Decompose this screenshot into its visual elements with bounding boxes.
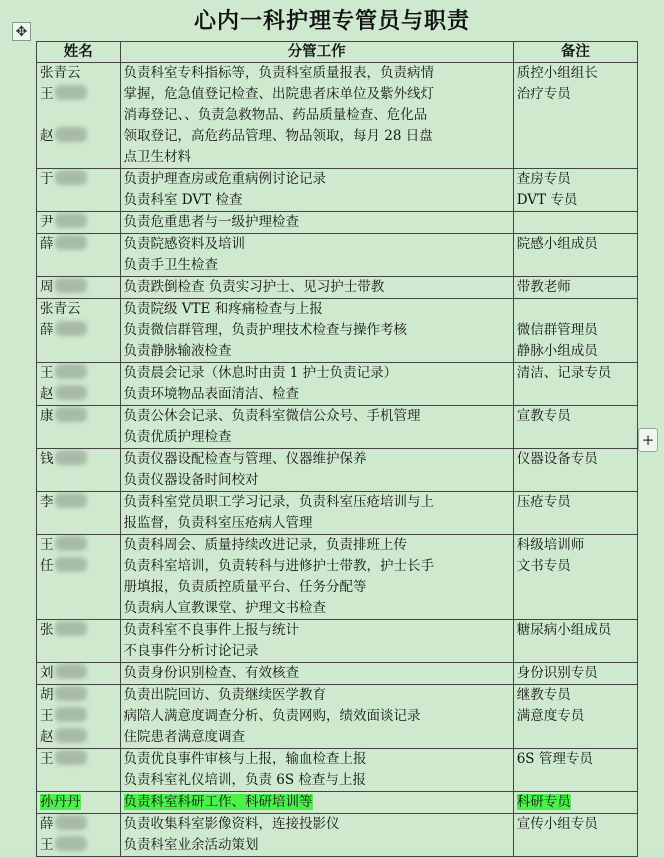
staff-name: 于 (40, 169, 117, 190)
duty-line: 负责晨会记录（休息时由责 1 护士负责记录） (123, 365, 398, 381)
cell-duties[interactable] (120, 234, 513, 277)
duty-line: 负责微信群管理，负责护理技术检查与操作考核 (123, 322, 408, 338)
duty-line: 负责科室礼仪培训，负责 6S 检查与上报 (123, 772, 366, 788)
staff-name: 王 (40, 706, 117, 727)
note-line: 清洁、记录专员 (516, 365, 612, 381)
note-line: 仪器设备专员 (516, 451, 598, 467)
cell-note[interactable] (513, 792, 637, 814)
cell-name[interactable] (37, 814, 121, 857)
duty-line: 负责科室不良事件上报与统计 (123, 622, 300, 638)
note-line: 科研专员 (516, 794, 571, 810)
duty-line: 负责病人宣教课堂、护理文书检查 (123, 600, 327, 616)
note-line: 查房专员 (516, 171, 571, 187)
duty-line: 点卫生材料 (123, 149, 192, 165)
duty-line: 不良事件分析讨论记录 (123, 643, 259, 659)
table-row (37, 685, 638, 749)
cell-duties[interactable] (120, 492, 513, 535)
redacted-name-blur (55, 213, 87, 228)
duty-line: 病陪人满意度调查分析、负责网购，绩效面谈记录 (123, 708, 421, 724)
table-row (37, 663, 638, 685)
cell-duties[interactable] (120, 363, 513, 406)
note-line: 压疮专员 (516, 494, 571, 510)
note-line: DVT 专员 (516, 192, 578, 208)
staff-name: 薛 (40, 320, 117, 341)
cell-name[interactable] (37, 212, 121, 234)
cell-duties[interactable] (120, 299, 513, 363)
duty-line: 掌握，危急值登记检查、出院患者床单位及紫外线灯 (123, 86, 435, 102)
table-row (37, 535, 638, 620)
redacted-name-blur (55, 170, 87, 185)
note-line: 微信群管理员 (516, 322, 598, 338)
redacted-name-blur (55, 621, 87, 636)
table-row (37, 212, 638, 234)
header-work: 分管工作 (120, 42, 513, 63)
note-line: 糖尿病小组成员 (516, 622, 612, 638)
redacted-name-blur (55, 321, 87, 336)
cell-name[interactable] (37, 234, 121, 277)
table-header-row (37, 42, 638, 63)
cell-note[interactable] (513, 406, 637, 449)
staff-name: 胡 (40, 685, 117, 706)
cell-note[interactable] (513, 620, 637, 663)
staff-name: 王 (40, 835, 117, 856)
staff-name: 刘 (40, 663, 117, 684)
cell-name[interactable] (37, 620, 121, 663)
staff-name: 赵 (40, 126, 117, 147)
duty-line: 负责静脉输液检查 (123, 343, 232, 359)
table-move-handle-icon[interactable]: ✥ (12, 22, 31, 41)
cell-note[interactable] (513, 449, 637, 492)
redacted-name-blur (55, 493, 87, 508)
cell-note[interactable] (513, 63, 637, 169)
staff-name: 钱 (40, 449, 117, 470)
duty-table (36, 41, 638, 857)
table-row (37, 234, 638, 277)
cell-duties[interactable] (120, 277, 513, 299)
cell-note[interactable] (513, 277, 637, 299)
empty-note (517, 212, 634, 233)
redacted-name-blur (55, 407, 87, 422)
duty-line: 负责环境物品表面清洁、检查 (123, 386, 300, 402)
staff-name (40, 105, 117, 126)
cell-duties[interactable] (120, 792, 513, 814)
cell-name[interactable] (37, 169, 121, 212)
cell-duties[interactable] (120, 663, 513, 685)
duty-line: 负责公休会记录、负责科室微信公众号、手机管理 (123, 408, 421, 424)
staff-name: 任 (40, 556, 117, 577)
redacted-name-blur (55, 536, 87, 551)
cell-note[interactable] (513, 685, 637, 749)
note-line: 文书专员 (516, 558, 571, 574)
cell-duties[interactable] (120, 63, 513, 169)
add-column-button[interactable]: + (638, 428, 658, 452)
note-line: 宣传小组专员 (516, 816, 598, 832)
duty-line: 负责优质护理检查 (123, 429, 232, 445)
table-row (37, 406, 638, 449)
cell-note[interactable] (513, 169, 637, 212)
table-row (37, 449, 638, 492)
duty-line: 负责科室业余活动策划 (123, 837, 259, 853)
cell-name[interactable] (37, 277, 121, 299)
cell-note[interactable] (513, 363, 637, 406)
redacted-name-blur (55, 364, 87, 379)
note-line: 质控小组组长 (516, 65, 598, 81)
cell-name[interactable] (37, 63, 121, 169)
duty-line: 负责护理查房或危重病例讨论记录 (123, 171, 327, 187)
cell-note[interactable] (513, 663, 637, 685)
cell-note[interactable] (513, 492, 637, 535)
table-row (37, 363, 638, 406)
duty-line: 册填报，负责质控质量平台、任务分配等 (123, 579, 367, 595)
table-row (37, 814, 638, 857)
cell-name[interactable] (37, 535, 121, 620)
staff-name: 赵 (40, 384, 117, 405)
redacted-name-blur (55, 385, 87, 400)
duty-line: 住院患者满意度调查 (123, 729, 246, 745)
note-line: 治疗专员 (516, 86, 571, 102)
duty-line: 负责跌倒检查 负责实习护士、见习护士带教 (123, 279, 385, 295)
staff-name: 赵 (40, 727, 117, 748)
duty-line: 负责身份识别检查、有效核查 (123, 665, 300, 681)
cell-duties[interactable] (120, 814, 513, 857)
cell-note[interactable] (513, 535, 637, 620)
duty-line: 负责手卫生检查 (123, 257, 219, 273)
duty-line: 负责危重患者与一级护理检查 (123, 214, 300, 230)
redacted-name-blur (55, 450, 87, 465)
note-line: 宣教专员 (516, 408, 571, 424)
cell-note[interactable] (513, 212, 637, 234)
staff-name: 王 (40, 363, 117, 384)
staff-name: 张青云 (40, 65, 81, 81)
document-title: 心内一科护理专管员与职责 (193, 8, 470, 34)
duty-line: 领取登记，高危药品管理、物品领取，每月 28 日盘 (123, 128, 433, 144)
redacted-name-blur (55, 235, 87, 250)
duty-line: 负责院感资料及培训 (123, 236, 246, 252)
cell-duties[interactable] (120, 620, 513, 663)
duty-line: 负责科室培训，负责转科与进修护士带教，护士长手 (123, 558, 435, 574)
staff-name: 周 (40, 277, 117, 298)
cell-name[interactable] (37, 299, 121, 363)
duty-line: 消毒登记、、负责急救物品、药品质量检查、危化品 (123, 107, 428, 123)
cell-name[interactable] (37, 449, 121, 492)
redacted-name-blur (55, 836, 87, 851)
duty-line: 负责科室科研工作、科研培训等 (123, 794, 313, 810)
staff-name: 孙丹丹 (40, 794, 81, 810)
cell-name[interactable] (37, 492, 121, 535)
note-line: 静脉小组成员 (516, 343, 598, 359)
duty-line: 负责仪器设配检查与管理、仪器维护保养 (123, 451, 367, 467)
redacted-name-blur (55, 664, 87, 679)
duty-line: 负责科周会、质量持续改进记录，负责排班上传 (123, 537, 408, 553)
duty-line: 报监督，负责科室压疮病人管理 (123, 515, 313, 531)
cell-name[interactable] (37, 749, 121, 792)
cell-duties[interactable] (120, 212, 513, 234)
redacted-name-blur (55, 815, 87, 830)
redacted-name-blur (55, 85, 87, 100)
duty-line: 负责科室 DVT 检查 (123, 192, 243, 208)
duty-line: 负责院级 VTE 和疼痛检查与上报 (123, 301, 323, 317)
staff-name: 王 (40, 535, 117, 556)
cell-note[interactable] (513, 814, 637, 857)
note-line: 院感小组成员 (516, 236, 598, 252)
note-line: 满意度专员 (516, 708, 585, 724)
note-line: 科级培训师 (516, 537, 585, 553)
duty-line: 负责仪器设备时间校对 (123, 472, 259, 488)
table-row (37, 792, 638, 814)
note-line (517, 299, 634, 320)
redacted-name-blur (55, 686, 87, 701)
table-row (37, 620, 638, 663)
staff-name: 张 (40, 620, 117, 641)
duty-line: 负责收集科室影像资料，连接投影仪 (123, 816, 340, 832)
cell-name[interactable] (37, 363, 121, 406)
cell-duties[interactable] (120, 535, 513, 620)
cell-duties[interactable] (120, 685, 513, 749)
duty-line: 负责科室党员职工学习记录，负责科室压疮培训与上 (123, 494, 435, 510)
note-line: 继教专员 (516, 687, 571, 703)
staff-name: 康 (40, 406, 117, 427)
header-name: 姓名 (37, 42, 121, 63)
redacted-name-blur (55, 127, 87, 142)
redacted-name-blur (55, 707, 87, 722)
staff-name: 王 (40, 84, 117, 105)
table-row (37, 63, 638, 169)
redacted-name-blur (55, 278, 87, 293)
table-row (37, 277, 638, 299)
duty-line: 负责出院回访、负责继续医学教育 (123, 687, 327, 703)
cell-name[interactable] (37, 406, 121, 449)
cell-duties[interactable] (120, 406, 513, 449)
staff-name: 薛 (40, 234, 117, 255)
staff-name: 王 (40, 749, 117, 770)
cell-duties[interactable] (120, 449, 513, 492)
duty-line: 负责科室专科指标等，负责科室质量报表，负责病情 (123, 65, 435, 81)
cell-note[interactable] (513, 749, 637, 792)
table-row (37, 299, 638, 363)
redacted-name-blur (55, 557, 87, 572)
staff-name: 薛 (40, 814, 117, 835)
cell-note[interactable] (513, 299, 637, 363)
table-row (37, 492, 638, 535)
duty-line: 负责优良事件审核与上报，输血检查上报 (123, 751, 367, 767)
staff-name: 张青云 (40, 301, 81, 317)
note-line: 6S 管理专员 (516, 751, 593, 767)
redacted-name-blur (55, 728, 87, 743)
cell-name[interactable] (37, 792, 121, 814)
cell-name[interactable] (37, 685, 121, 749)
cell-name[interactable] (37, 663, 121, 685)
staff-name: 尹 (40, 212, 117, 233)
redacted-name-blur (55, 750, 87, 765)
header-note: 备注 (513, 42, 637, 63)
cell-note[interactable] (513, 234, 637, 277)
cell-duties[interactable] (120, 749, 513, 792)
note-line: 带教老师 (516, 279, 571, 295)
table-row (37, 749, 638, 792)
cell-duties[interactable] (120, 169, 513, 212)
staff-name: 李 (40, 492, 117, 513)
note-line: 身份识别专员 (516, 665, 598, 681)
table-row (37, 169, 638, 212)
